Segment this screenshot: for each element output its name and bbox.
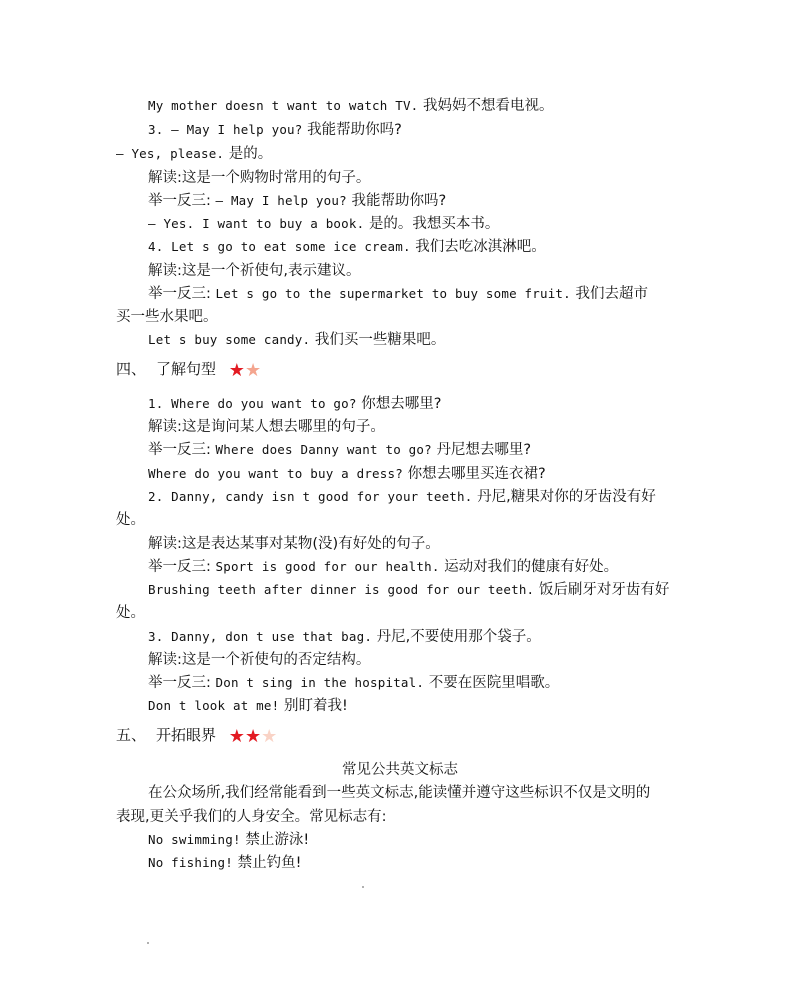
- sentence-line: 3. Danny, don t use that bag. 丹尼,不要使用那个袋子。: [148, 629, 541, 645]
- star-half-icon: ★: [244, 360, 262, 381]
- sentence-line: My mother doesn t want to watch TV. 我妈妈不想看电视。: [148, 98, 554, 114]
- example-line: 举一反三: Where does Danny want to go? 丹尼想去哪里?: [148, 442, 532, 458]
- example-line: 举一反三: Let s go to the supermarket to buy some fruit. 我们去超市: [148, 286, 648, 302]
- sentence-line: 处。: [116, 512, 145, 528]
- explanation-line: 解读:这是一个购物时常用的句子。: [148, 170, 371, 186]
- speck: [147, 942, 149, 944]
- example-line: 举一反三: Don t sing in the hospital. 不要在医院里唱歌。: [148, 675, 560, 691]
- example-line: Where do you want to buy a dress? 你想去哪里买连衣裙?: [148, 466, 546, 482]
- sign-item: No swimming! 禁止游泳!: [148, 832, 310, 848]
- example-line: 举一反三: Sport is good for our health. 运动对我们的健康有好处。: [148, 559, 619, 575]
- rating-stars: [228, 360, 262, 381]
- star-full-icon: ★: [244, 726, 262, 747]
- sentence-line: — Yes, please. 是的。: [116, 146, 273, 162]
- section-heading-5: 五、 开拓眼界 ★★★: [116, 726, 278, 747]
- example-line: Let s buy some candy. 我们买一些糖果吧。: [148, 332, 446, 348]
- explanation-line: 解读:这是一个祈使句的否定结构。: [148, 652, 371, 668]
- paragraph-line: 在公众场所,我们经常能看到一些英文标志,能读懂并遵守这些标识不仅是文明的: [148, 785, 651, 801]
- star-full-icon: ★: [228, 726, 245, 747]
- example-line: — Yes. I want to buy a book. 是的。我想买本书。: [148, 216, 500, 232]
- section-heading-4: 四、 了解句型 ★★: [116, 360, 262, 381]
- sentence-line: 1. Where do you want to go? 你想去哪里?: [148, 396, 442, 412]
- rating-stars: [228, 726, 278, 747]
- sentence-line: 3. — May I help you? 我能帮助你吗?: [148, 122, 402, 138]
- star-full-icon: ★: [228, 360, 245, 381]
- explanation-line: 解读:这是询问某人想去哪里的句子。: [148, 419, 385, 435]
- article-title: 常见公共英文标志: [342, 762, 458, 778]
- sentence-line: 2. Danny, candy isn t good for your teeth. 丹尼,糖果对你的牙齿没有好: [148, 489, 656, 505]
- speck: [362, 886, 364, 888]
- example-line: 买一些水果吧。: [116, 309, 218, 325]
- sentence-line: 4. Let s go to eat some ice cream. 我们去吃冰淇淋吧。: [148, 239, 546, 255]
- paragraph-line: 表现,更关乎我们的人身安全。常见标志有:: [116, 809, 387, 825]
- explanation-line: 解读:这是表达某事对某物(没)有好处的句子。: [148, 536, 440, 552]
- example-line: 举一反三: — May I help you? 我能帮助你吗?: [148, 193, 447, 209]
- example-line: Don t look at me! 别盯着我!: [148, 698, 348, 714]
- example-line: Brushing teeth after dinner is good for our teeth. 饭后刷牙对牙齿有好: [148, 582, 670, 598]
- explanation-line: 解读:这是一个祈使句,表示建议。: [148, 263, 361, 279]
- sign-item: No fishing! 禁止钓鱼!: [148, 855, 302, 871]
- star-half-icon: ★: [261, 726, 278, 747]
- example-line: 处。: [116, 605, 145, 621]
